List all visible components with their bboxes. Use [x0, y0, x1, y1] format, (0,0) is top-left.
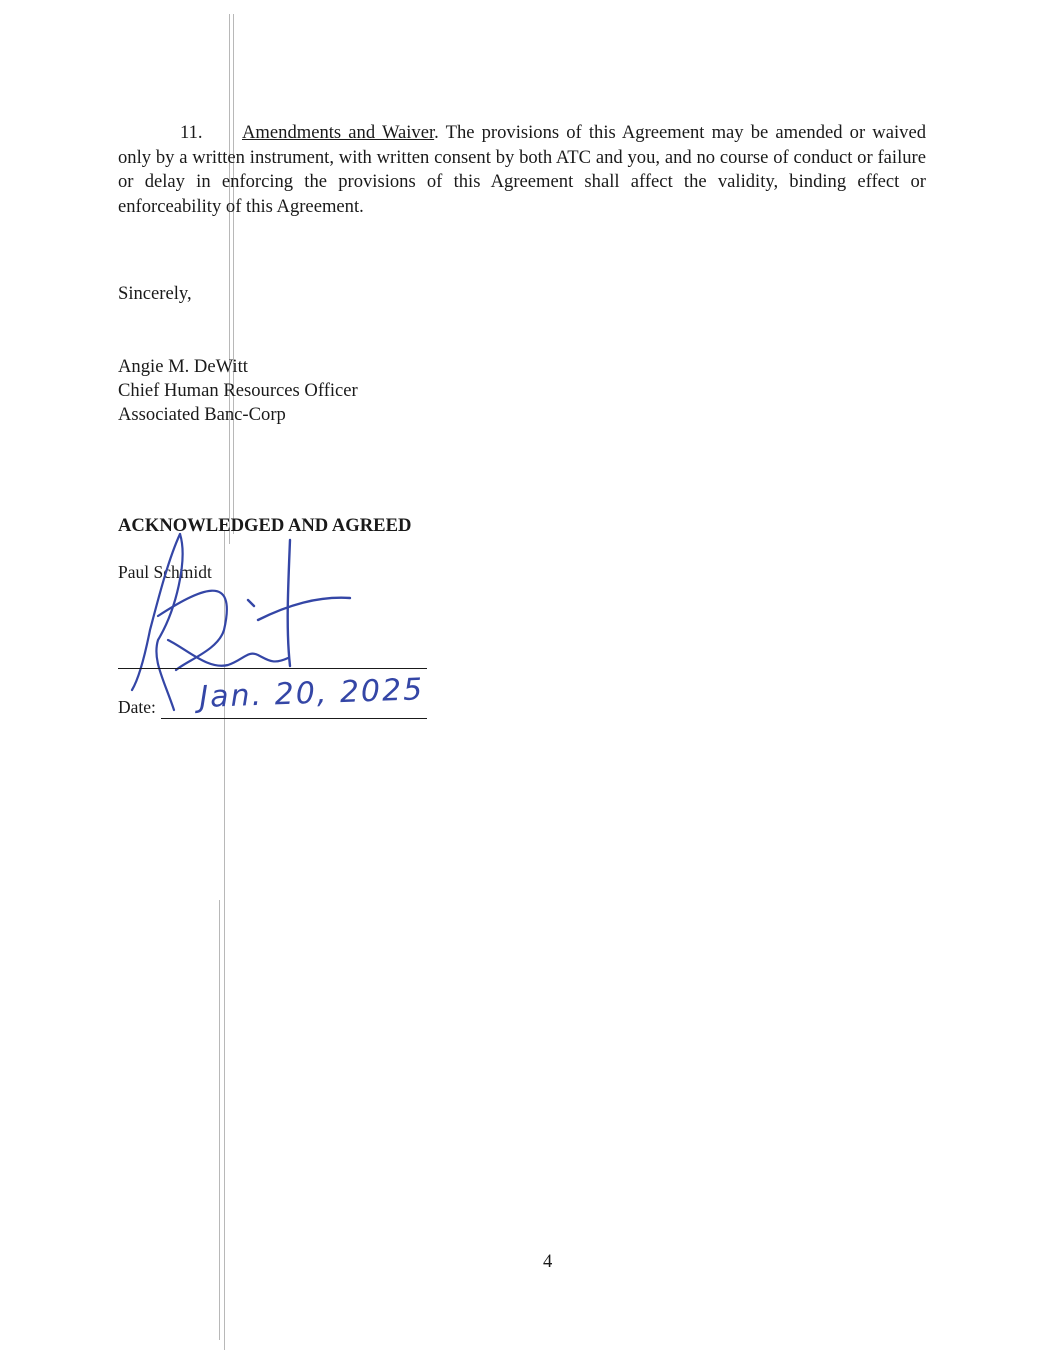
- section-body: . The provisions of this Agreement may be amended or waived only by a written instrument, with written consent by both ATC and you, and no course of conduct or failure or delay in enforcing the provisions of this Agreement shall affect the validity, binding effect or enforceability of this Agreement.: [118, 122, 927, 217]
- sender-title: Chief Human Resources Officer: [118, 380, 358, 401]
- section-paragraph: [118, 121, 926, 219]
- closing-salutation: Sincerely,: [118, 283, 192, 304]
- scan-artifact-line: [219, 900, 220, 1340]
- scan-artifact-line: [233, 14, 234, 534]
- section-number: 11.: [180, 122, 203, 143]
- date-label: Date:: [118, 697, 156, 717]
- handwritten-date: Jan. 20, 2025: [198, 672, 425, 715]
- acknowledgement-heading: ACKNOWLEDGED AND AGREED: [118, 515, 412, 536]
- sender-name: Angie M. DeWitt: [118, 356, 248, 377]
- page-number: 4: [543, 1251, 553, 1272]
- signer-name: Paul Schmidt: [118, 562, 212, 582]
- signature-line: [118, 668, 427, 669]
- scan-artifact-line: [229, 14, 230, 544]
- sender-block: [118, 355, 358, 427]
- section-heading: Amendments and Waiver: [242, 122, 435, 143]
- sender-company: Associated Banc-Corp: [118, 404, 286, 425]
- date-line: [161, 718, 427, 719]
